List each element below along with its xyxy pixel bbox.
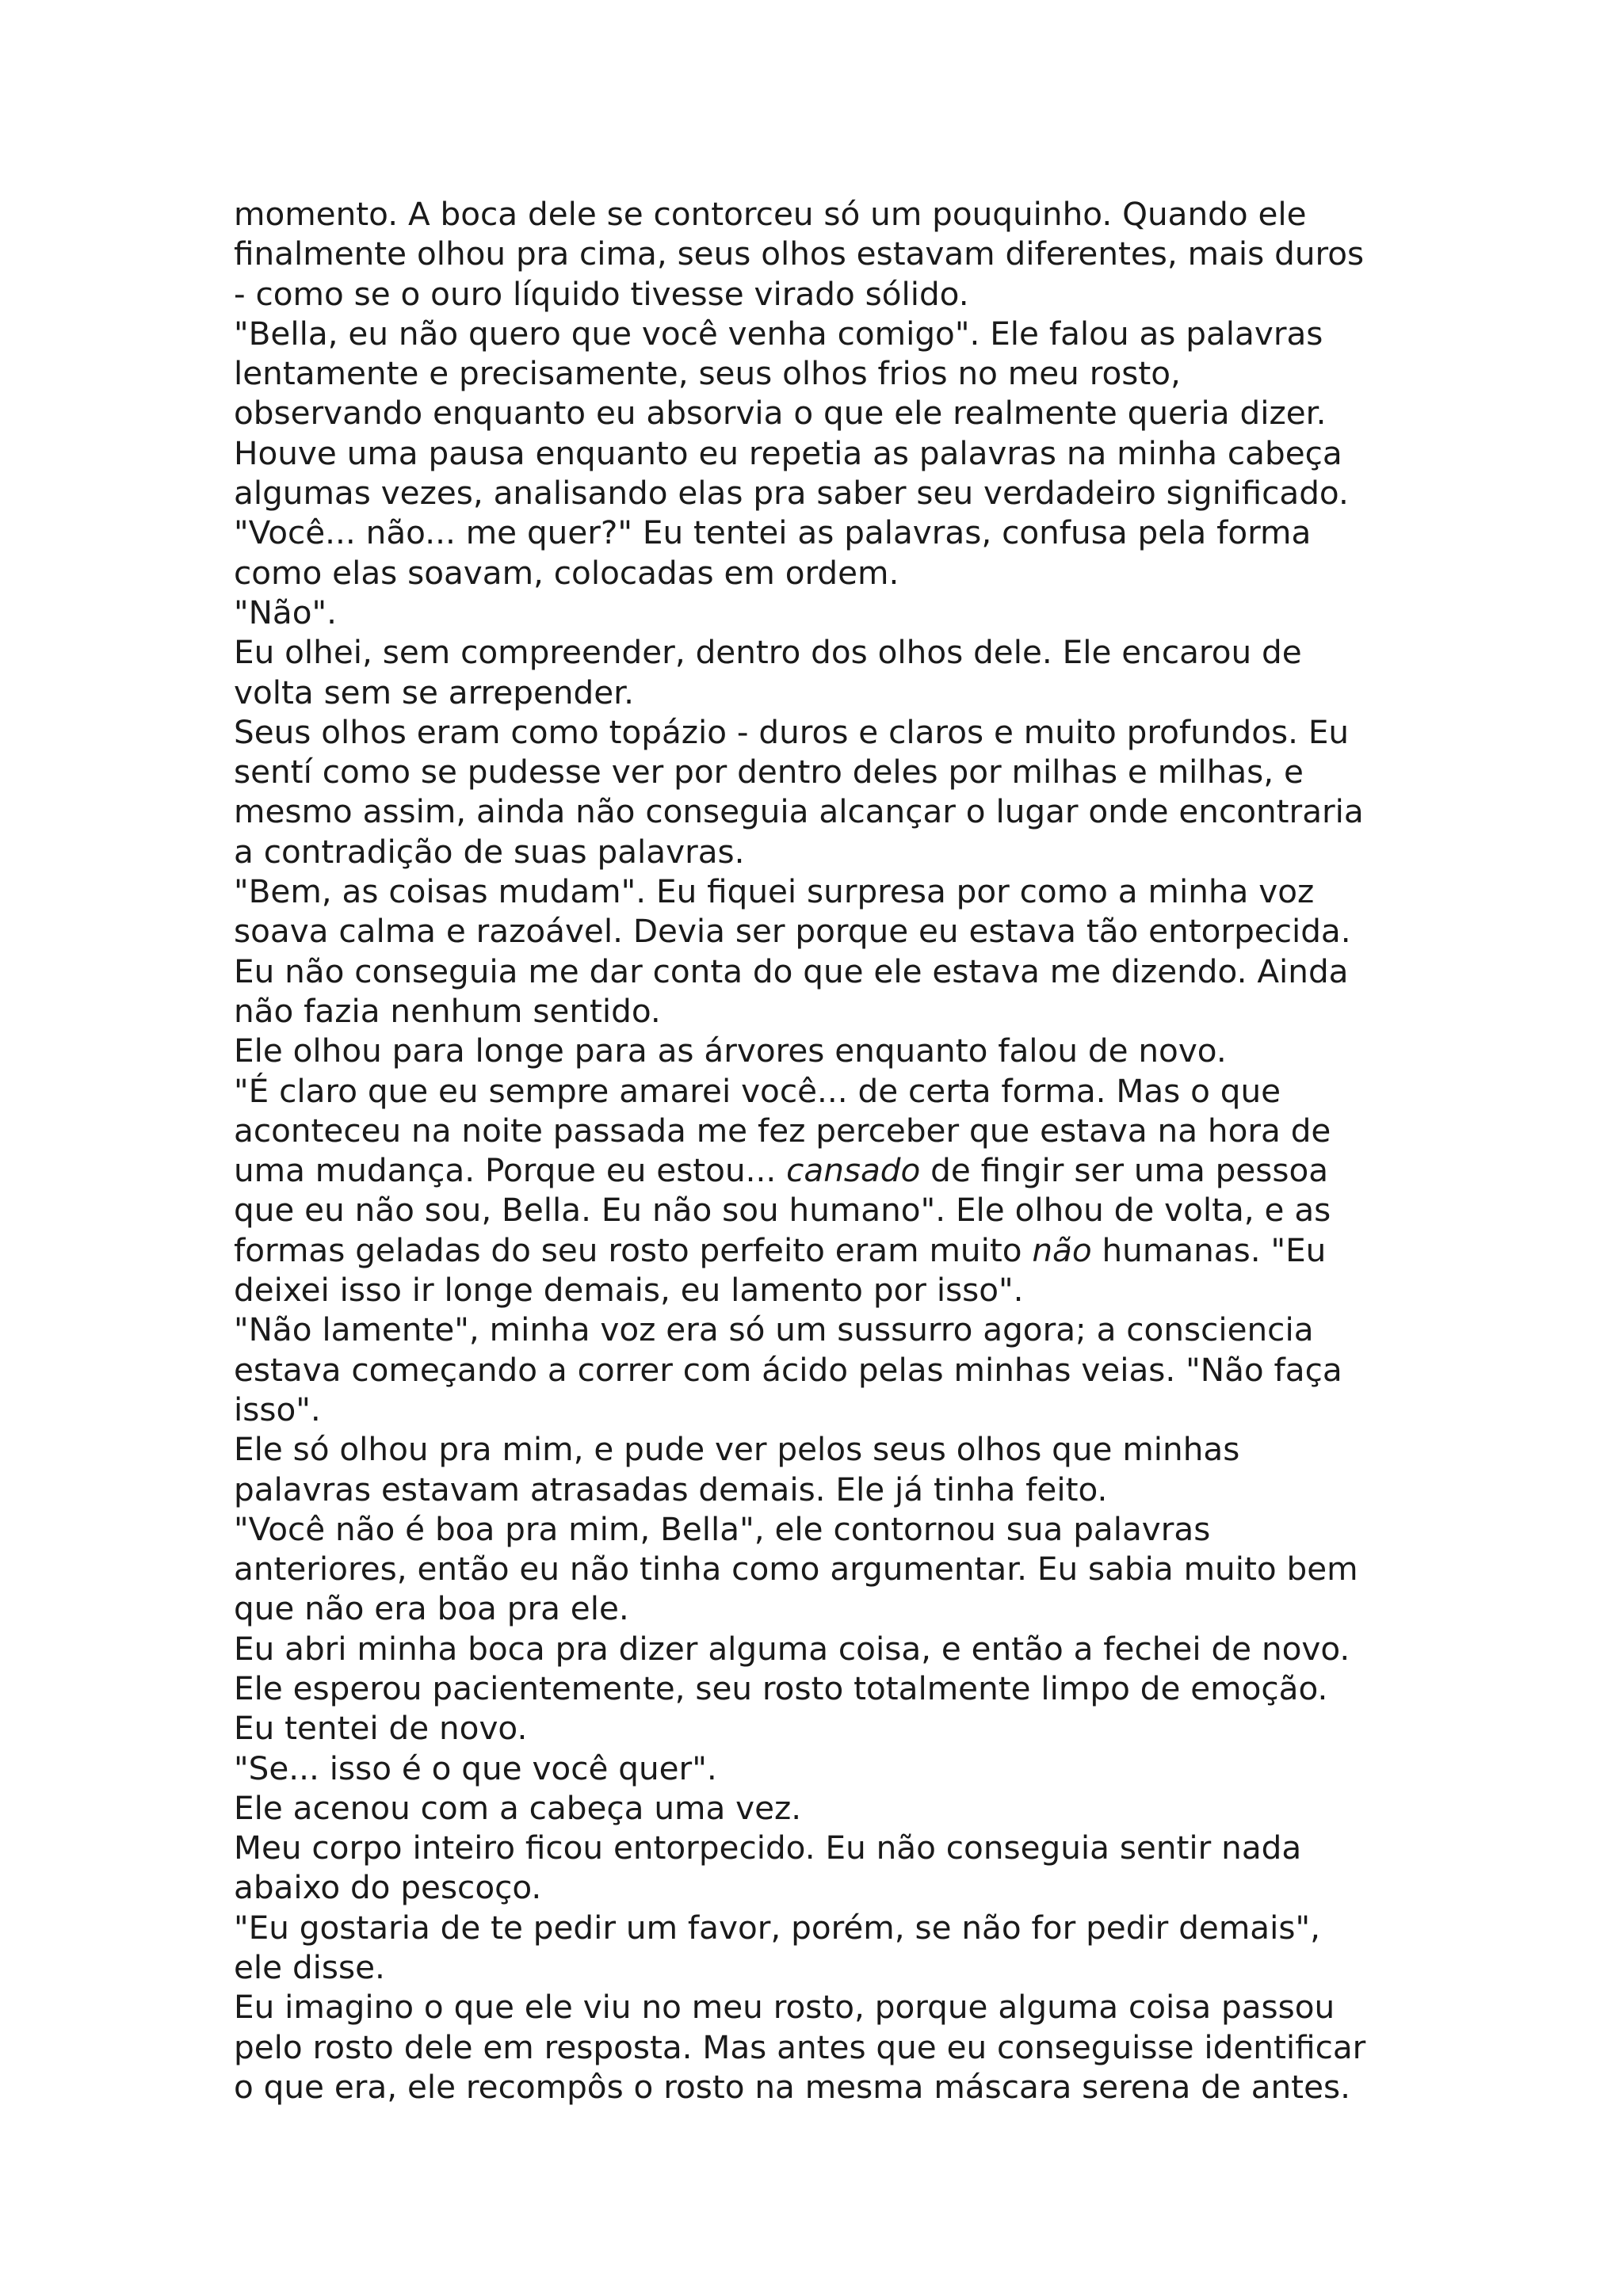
text-segment: mesmo assim, ainda não conseguia alcançar o lugar onde encontraria (234, 792, 1364, 831)
text-segment: não fazia nenhum sentido. (234, 991, 661, 1030)
text-line (234, 1708, 1423, 1748)
text-line (234, 353, 1423, 393)
text-line (234, 991, 1423, 1031)
text-segment: ele disse. (234, 1948, 385, 1987)
text-segment: "Você... não... me quer?" Eu tentei as palavras, confusa pela forma (234, 513, 1312, 552)
text-segment: finalmente olhou pra cima, seus olhos estavam diferentes, mais duros (234, 235, 1365, 273)
text-line (234, 593, 1423, 632)
text-line (234, 1629, 1423, 1669)
text-line (234, 2067, 1423, 2107)
text-line (234, 673, 1423, 712)
text-segment: que não era boa pra ele. (234, 1589, 629, 1628)
text-segment: que eu não sou, Bella. Eu não sou humano". Ele olhou de volta, e as (234, 1191, 1331, 1230)
text-line (234, 1828, 1423, 1867)
text-segment: a contradição de suas palavras. (234, 832, 745, 871)
text-segment: volta sem se arrepender. (234, 673, 634, 711)
text-line (234, 314, 1423, 353)
text-segment: Seus olhos eram como topázio - duros e claros e muito profundos. Eu (234, 712, 1350, 751)
text-line (234, 1230, 1423, 1270)
body-text (234, 194, 1423, 2107)
text-segment: "É claro que eu sempre amarei você... de certa forma. Mas o que (234, 1071, 1281, 1110)
text-line (234, 1390, 1423, 1429)
text-line (234, 1589, 1423, 1628)
text-segment: Ele esperou pacientemente, seu rosto totalmente limpo de emoção. (234, 1669, 1328, 1707)
text-line (234, 1111, 1423, 1150)
text-line (234, 1987, 1423, 2027)
text-segment: Ele só olhou pra mim, e pude ver pelos seus olhos que minhas (234, 1430, 1240, 1469)
text-line (234, 1150, 1423, 1190)
text-segment: Eu olhei, sem compreender, dentro dos olhos dele. Ele encarou de (234, 633, 1302, 672)
text-line (234, 1749, 1423, 1788)
text-segment: Eu abri minha boca pra dizer alguma coisa, e então a fechei de novo. (234, 1629, 1350, 1668)
text-segment: "Bem, as coisas mudam". Eu fiquei surpresa por como a minha voz (234, 872, 1315, 911)
text-line (234, 194, 1423, 234)
text-line (234, 1509, 1423, 1549)
text-line (234, 1071, 1423, 1111)
text-segment: Eu não conseguia me dar conta do que ele estava me dizendo. Ainda (234, 952, 1349, 990)
text-segment: "Bella, eu não quero que você venha comigo". Ele falou as palavras (234, 314, 1323, 353)
text-line (234, 1270, 1423, 1310)
text-line (234, 274, 1423, 314)
italic-text: não (1032, 1230, 1092, 1269)
text-segment: "Não". (234, 593, 338, 631)
text-line (234, 1310, 1423, 1349)
text-line (234, 712, 1423, 752)
text-segment: estava começando a correr com ácido pelas minhas veias. "Não faça (234, 1350, 1342, 1389)
text-segment: momento. A boca dele se contorceu só um pouquinho. Quando ele (234, 195, 1307, 233)
text-line (234, 553, 1423, 593)
text-line (234, 1947, 1423, 1987)
text-line (234, 1429, 1423, 1469)
text-segment: humanas. "Eu (1091, 1230, 1327, 1269)
text-line (234, 1867, 1423, 1907)
text-line (234, 1190, 1423, 1230)
text-line (234, 234, 1423, 273)
text-segment: deixei isso ir longe demais, eu lamento por isso". (234, 1271, 1024, 1310)
text-line (234, 1908, 1423, 1947)
text-segment: como elas soavam, colocadas em ordem. (234, 553, 899, 592)
text-line (234, 791, 1423, 831)
text-line (234, 2027, 1423, 2067)
text-line (234, 952, 1423, 991)
text-segment: lentamente e precisamente, seus olhos frios no meu rosto, (234, 354, 1181, 393)
text-line (234, 1549, 1423, 1589)
text-segment: Meu corpo inteiro ficou entorpecido. Eu não conseguia sentir nada (234, 1829, 1302, 1867)
text-segment: formas geladas do seu rosto perfeito eram muito (234, 1230, 1033, 1269)
text-segment: Eu tentei de novo. (234, 1709, 528, 1748)
text-line (234, 473, 1423, 513)
text-line (234, 1788, 1423, 1828)
text-segment: soava calma e razoável. Devia ser porque eu estava tão entorpecida. (234, 912, 1351, 951)
text-segment: aconteceu na noite passada me fez perceber que estava na hora de (234, 1111, 1331, 1150)
text-segment: "Você não é boa pra mim, Bella", ele contornou sua palavras (234, 1509, 1211, 1548)
text-segment: o que era, ele recompôs o rosto na mesma máscara serena de antes. (234, 2067, 1350, 2106)
text-segment: palavras estavam atrasadas demais. Ele já tinha feito. (234, 1470, 1108, 1508)
text-line (234, 1031, 1423, 1070)
text-segment: de fingir ser uma pessoa (920, 1151, 1329, 1190)
text-segment: observando enquanto eu absorvia o que ele realmente queria dizer. (234, 394, 1327, 433)
text-line (234, 911, 1423, 951)
text-line (234, 1350, 1423, 1390)
text-segment: - como se o ouro líquido tivesse virado sólido. (234, 274, 969, 313)
text-segment: "Eu gostaria de te pedir um favor, porém, se não for pedir demais", (234, 1908, 1320, 1947)
text-line (234, 832, 1423, 871)
italic-text: cansado (786, 1151, 921, 1190)
text-line (234, 433, 1423, 473)
text-segment: sentí como se pudesse ver por dentro deles por milhas e milhas, e (234, 753, 1304, 791)
text-line (234, 1669, 1423, 1708)
text-segment: Ele olhou para longe para as árvores enquanto falou de novo. (234, 1032, 1227, 1070)
text-line (234, 752, 1423, 791)
text-line (234, 393, 1423, 433)
text-line (234, 1470, 1423, 1509)
text-segment: Ele acenou com a cabeça uma vez. (234, 1788, 802, 1827)
text-line (234, 632, 1423, 672)
text-line (234, 513, 1423, 552)
text-segment: Eu imagino o que ele viu no meu rosto, porque alguma coisa passou (234, 1988, 1335, 2027)
text-segment: abaixo do pescoço. (234, 1868, 542, 1907)
text-segment: isso". (234, 1390, 321, 1428)
text-line (234, 871, 1423, 911)
text-segment: "Não lamente", minha voz era só um sussurro agora; a consciencia (234, 1310, 1314, 1349)
text-segment: anteriores, então eu não tinha como argumentar. Eu sabia muito bem (234, 1550, 1358, 1589)
text-segment: uma mudança. Porque eu estou... (234, 1151, 787, 1190)
text-segment: "Se... isso é o que você quer". (234, 1749, 717, 1787)
text-segment: pelo rosto dele em resposta. Mas antes que eu conseguisse identificar (234, 2027, 1366, 2066)
text-segment: Houve uma pausa enquanto eu repetia as palavras na minha cabeça (234, 433, 1342, 472)
text-segment: algumas vezes, analisando elas pra saber seu verdadeiro significado. (234, 474, 1349, 513)
